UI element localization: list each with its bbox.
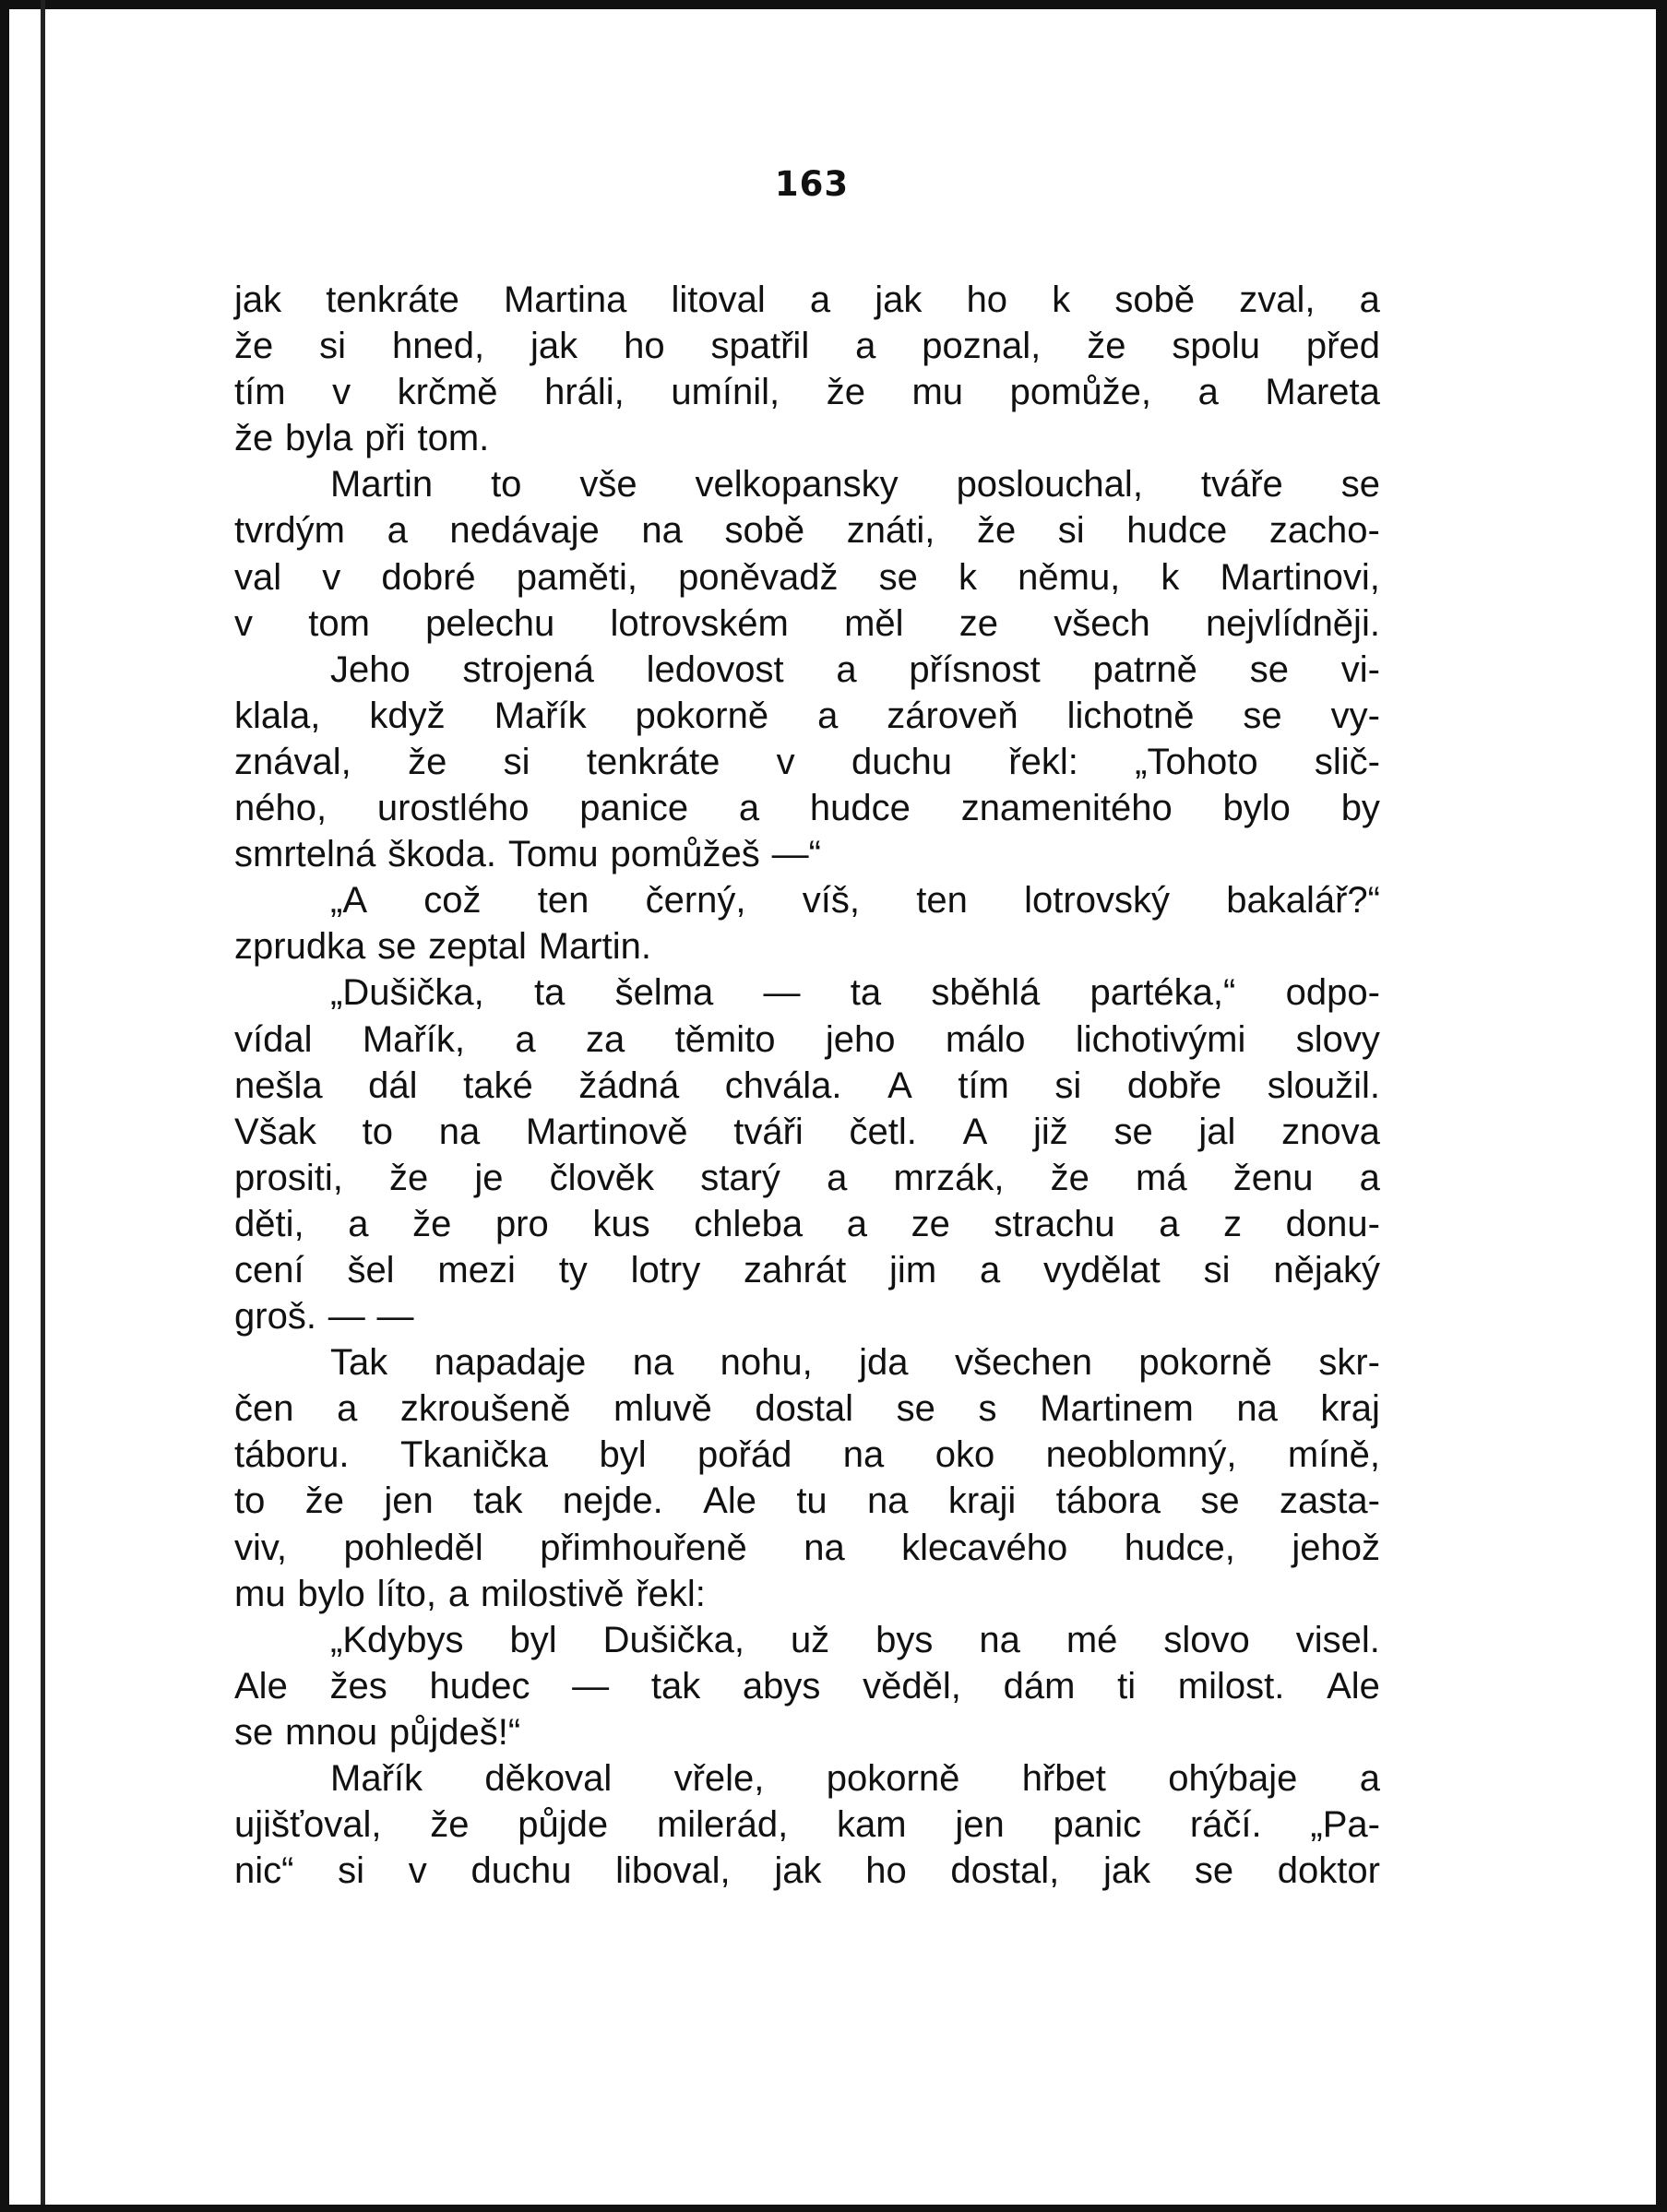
- text-line: nešla dál také žádná chvála. A tím si dobře sloužil.: [234, 1064, 1380, 1106]
- body-text: [234, 277, 1380, 1894]
- text-line: prositi, že je člověk starý a mrzák, že má ženu a: [234, 1157, 1380, 1198]
- text-line: že byla při tom.: [234, 418, 490, 459]
- text-line: val v dobré paměti, poněvadž se k němu, k Martinovi,: [234, 556, 1380, 598]
- text-line: zprudka se zeptal Martin.: [234, 926, 651, 968]
- text-line: Ale žes hudec — tak abys věděl, dám ti milost. Ale: [234, 1665, 1380, 1707]
- scan-border-bottom: [0, 2205, 1667, 2212]
- text-line: jak tenkráte Martina litoval a jak ho k sobě zval, a: [234, 279, 1380, 320]
- scan-border-top: [0, 0, 1667, 9]
- text-line: „Kdybys byl Dušička, už bys na mé slovo visel.: [330, 1619, 1380, 1660]
- text-line: cení šel mezi ty lotry zahrát jim a vydělat si nějaký: [234, 1249, 1380, 1290]
- scan-border-left: [0, 0, 9, 2212]
- text-line: v tom pelechu lotrovském měl ze všech nejvlídněji.: [234, 602, 1380, 644]
- text-line: vídal Mařík, a za těmito jeho málo lichotivými slovy: [234, 1018, 1380, 1060]
- text-line: groš. — —: [234, 1296, 414, 1338]
- text-line: smrtelná škoda. Tomu pomůžeš —“: [234, 834, 821, 875]
- text-line: Tak napadaje na nohu, jda všechen pokorně skr-: [330, 1342, 1380, 1384]
- text-line: tvrdým a nedávaje na sobě znáti, že si hudce zacho-: [234, 510, 1380, 552]
- text-line: táboru. Tkanička byl pořád na oko neoblomný, míně,: [234, 1434, 1380, 1476]
- text-line: ného, urostlého panice a hudce znamenitého bylo by: [234, 788, 1380, 829]
- text-line: čen a zkroušeně mluvě dostal se s Martinem na kraj: [234, 1388, 1380, 1430]
- scan-border-left-inner: [41, 0, 45, 2212]
- text-line: Martin to vše velkopansky poslouchal, tváře se: [330, 464, 1380, 505]
- scan-border-right: [1656, 0, 1667, 2212]
- text-line: tím v krčmě hráli, umínil, že mu pomůže, a Mareta: [234, 372, 1380, 413]
- text-line: Mařík děkoval vřele, pokorně hřbet ohýbaje a: [330, 1758, 1380, 1799]
- text-line: znával, že si tenkráte v duchu řekl: „Tohoto slič-: [234, 741, 1380, 782]
- text-line: Jeho strojená ledovost a přísnost patrně se vi-: [330, 648, 1380, 690]
- text-line: ujišťoval, že půjde milerád, kam jen panic ráčí. „Pa-: [234, 1804, 1380, 1846]
- text-line: „Dušička, ta šelma — ta sběhlá partéka,“ odpo-: [330, 972, 1380, 1014]
- text-line: „A což ten černý, víš, ten lotrovský bakalář?“: [330, 880, 1380, 922]
- text-line: nic“ si v duchu liboval, jak ho dostal, jak se doktor: [234, 1850, 1380, 1892]
- text-line: Však to na Martinově tváři četl. A již se jal znova: [234, 1111, 1380, 1152]
- text-line: se mnou půjdeš!“: [234, 1711, 521, 1753]
- text-line: mu bylo líto, a milostivě řekl:: [234, 1573, 706, 1614]
- text-line: že si hned, jak ho spatřil a poznal, že spolu před: [234, 326, 1380, 367]
- page-number: 163: [774, 164, 850, 204]
- text-line: viv, pohleděl přimhouřeně na klecavého hudce, jehož: [234, 1527, 1380, 1568]
- text-line: klala, když Mařík pokorně a zároveň lichotně se vy-: [234, 695, 1380, 736]
- text-line: děti, a že pro kus chleba a ze strachu a z donu-: [234, 1203, 1380, 1244]
- text-line: to že jen tak nejde. Ale tu na kraji tábora se zasta-: [234, 1481, 1380, 1522]
